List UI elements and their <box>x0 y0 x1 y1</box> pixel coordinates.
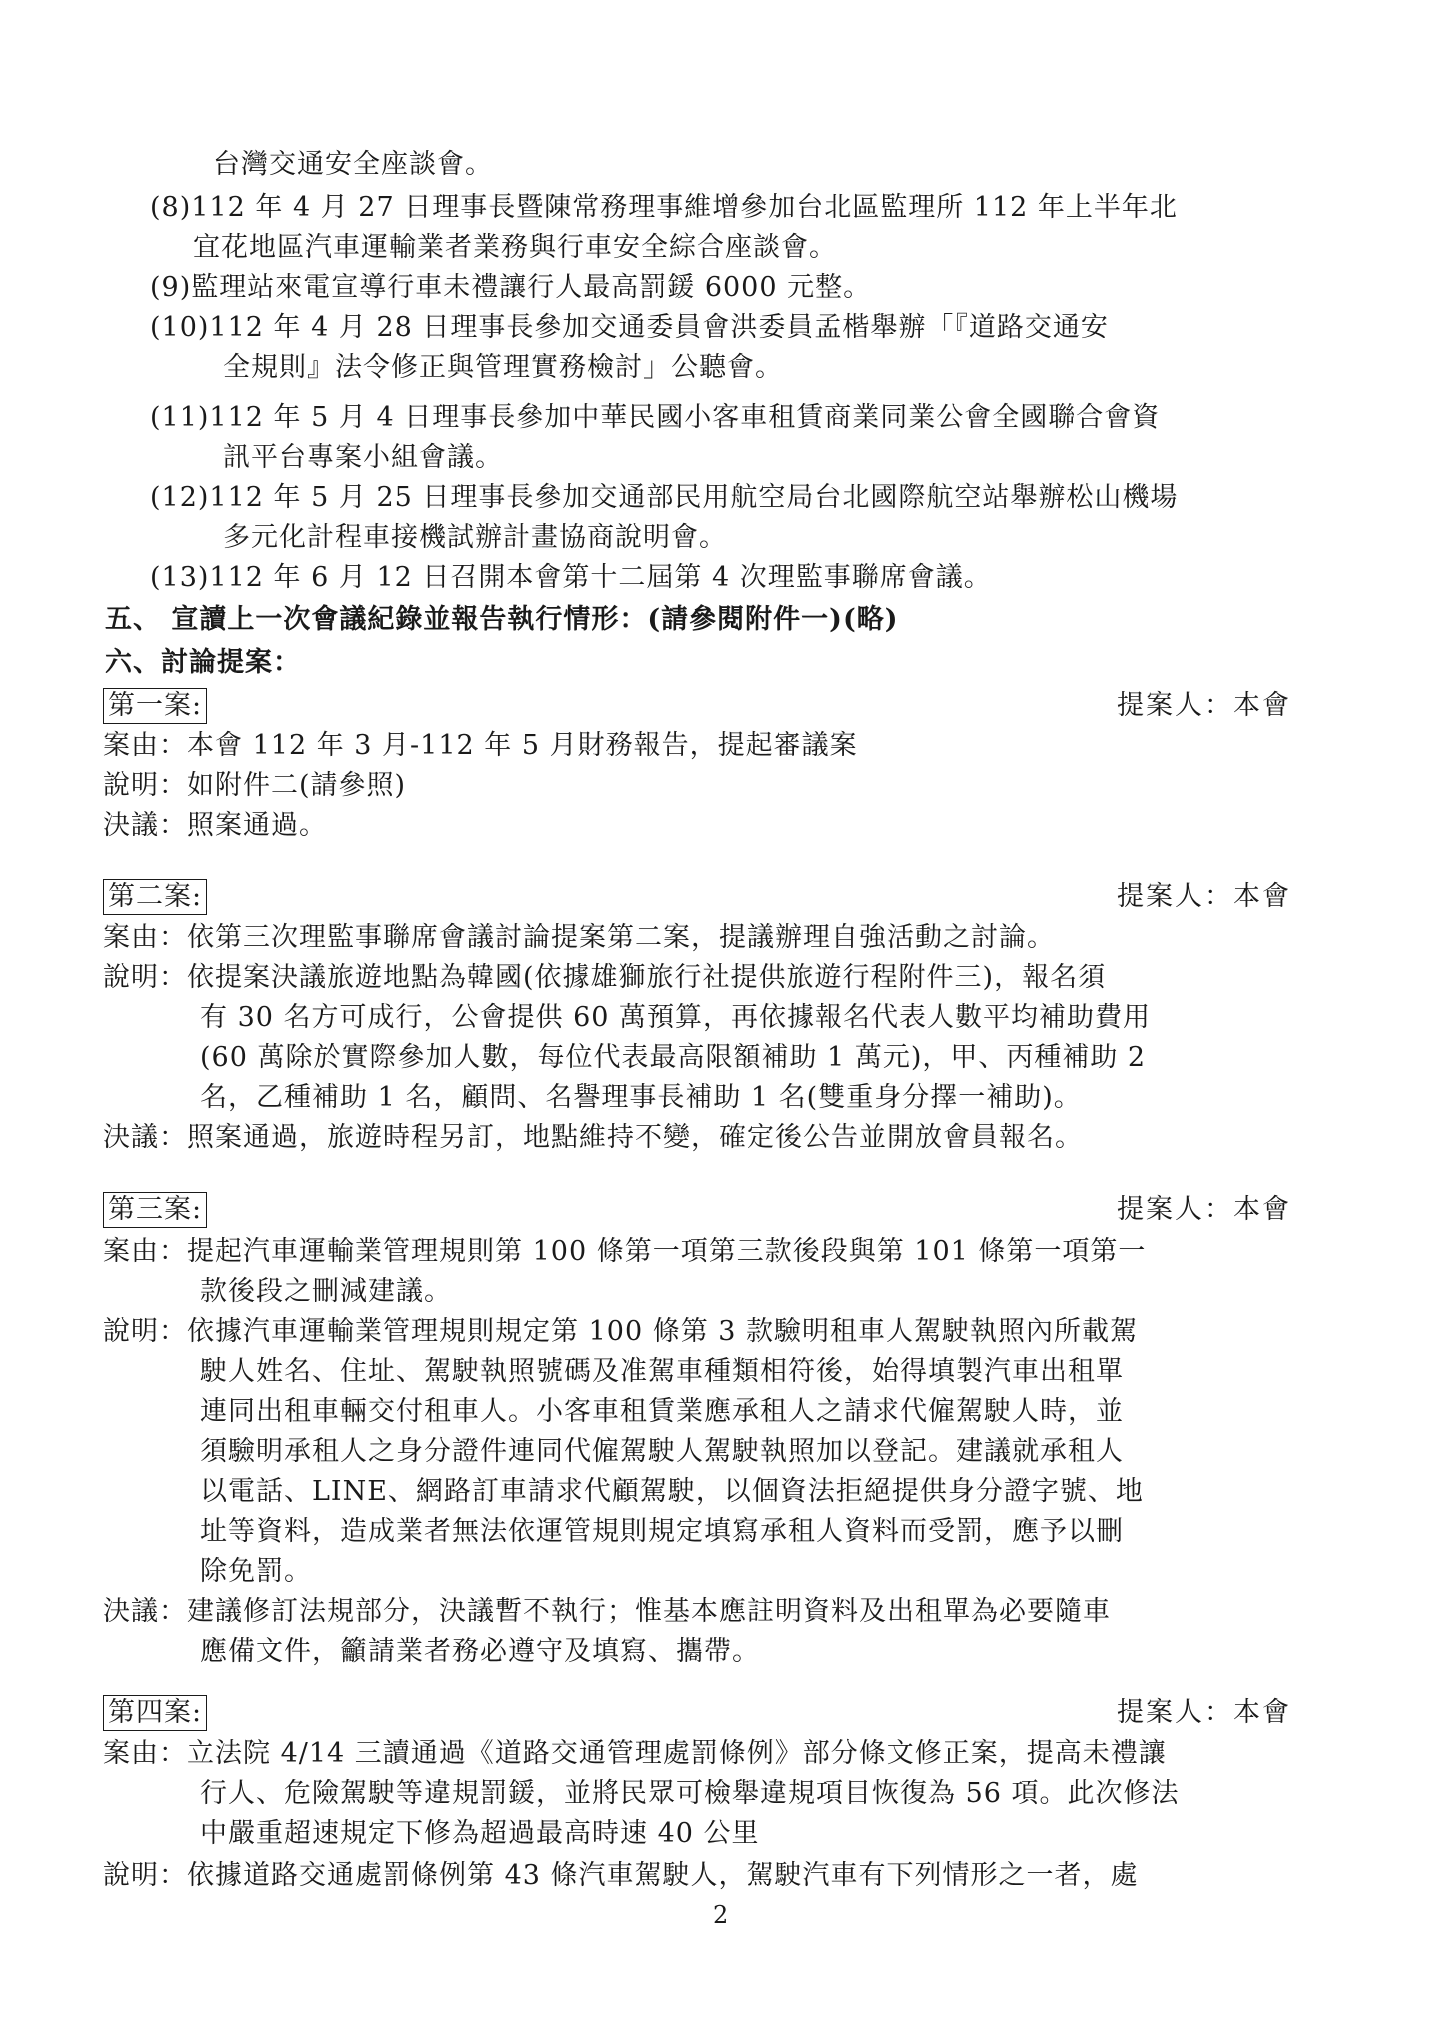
section-5-heading: 五、 宣讀上一次會議紀錄並報告執行情形：(請參閱附件一)(略) <box>105 604 899 635</box>
proposal-2-explanation-line: 有 30 名方可成行，公會提供 60 萬預算，再依據報名代表人數平均補助費用 <box>200 1002 1152 1033</box>
proposal-3-explanation-line: 須驗明承租人之身分證件連同代僱駕駛人駕駛執照加以登記。建議就承租人 <box>200 1436 1124 1467</box>
report-item-10: (10)112 年 4 月 28 日理事長參加交通委員會洪委員孟楷舉辦「『道路交通安 <box>150 312 1109 343</box>
proposal-3-resolution: 決議：建議修訂法規部分，決議暫不執行；惟基本應註明資料及出租單為必要隨車 <box>103 1596 1111 1627</box>
proposal-3-explanation: 說明：依據汽車運輸業管理規則規定第 100 條第 3 款驗明租車人駕駛執照內所載駕 <box>103 1316 1139 1347</box>
proposal-3-explanation-line: 以電話、LINE、網路訂車請求代顧駕駛，以個資法拒絕提供身分證字號、地 <box>200 1476 1144 1507</box>
report-item-11-continuation: 訊平台專案小組會議。 <box>223 442 503 473</box>
proposal-3-explanation-line: 駛人姓名、住址、駕駛執照號碼及准駕車種類相符後，始得填製汽車出租單 <box>200 1356 1124 1387</box>
proposal-2-proposer: 提案人：本會 <box>1117 881 1291 912</box>
proposal-1-reason: 案由：本會 112 年 3 月-112 年 5 月財務報告，提起審議案 <box>103 730 858 761</box>
proposal-3-reason-line: 款後段之刪減建議。 <box>200 1276 452 1307</box>
proposal-3-explanation-line: 址等資料，造成業者無法依運管規則規定填寫承租人資料而受罰，應予以刪 <box>200 1516 1124 1547</box>
proposal-2-reason: 案由：依第三次理監事聯席會議討論提案第二案，提議辦理自強活動之討論。 <box>103 922 1055 953</box>
proposal-2-explanation: 說明：依提案決議旅遊地點為韓國(依據雄獅旅行社提供旅遊行程附件三)，報名須 <box>103 962 1107 993</box>
proposal-3-explanation-line: 連同出租車輛交付租車人。小客車租賃業應承租人之請求代僱駕駛人時，並 <box>200 1396 1124 1427</box>
proposal-4-reason-line: 行人、危險駕駛等違規罰鍰，並將民眾可檢舉違規項目恢復為 56 項。此次修法 <box>200 1778 1180 1809</box>
report-item-8: (8)112 年 4 月 27 日理事長暨陳常務理事維增參加台北區監理所 112 年上半年北 <box>150 192 1178 223</box>
proposal-3-title: 第三案: <box>103 1190 207 1230</box>
report-item-13: (13)112 年 6 月 12 日召開本會第十二屆第 4 次理監事聯席會議。 <box>150 562 992 593</box>
proposal-3-resolution-line: 應備文件，籲請業者務必遵守及填寫、攜帶。 <box>200 1636 760 1667</box>
report-item-9: (9)監理站來電宣導行車未禮讓行人最高罰鍰 6000 元整。 <box>150 272 872 303</box>
proposal-2-explanation-line: (60 萬除於實際參加人數，每位代表最高限額補助 1 萬元)，甲、丙種補助 2 <box>200 1042 1147 1073</box>
report-item-10-continuation: 全規則』法令修正與管理實務檢討」公聽會。 <box>223 352 783 383</box>
proposal-2-explanation-line: 名，乙種補助 1 名，顧問、名譽理事長補助 1 名(雙重身分擇一補助)。 <box>200 1082 1082 1113</box>
proposal-4-explanation: 說明：依據道路交通處罰條例第 43 條汽車駕駛人，駕駛汽車有下列情形之一者，處 <box>103 1860 1139 1891</box>
report-item-11: (11)112 年 5 月 4 日理事長參加中華民國小客車租賃商業同業公會全國聯合會資 <box>150 402 1161 433</box>
report-item-7-continuation: 台灣交通安全座談會。 <box>213 149 493 180</box>
proposal-4-proposer: 提案人：本會 <box>1117 1697 1291 1728</box>
proposal-2-resolution: 決議：照案通過，旅遊時程另訂，地點維持不變，確定後公告並開放會員報名。 <box>103 1122 1083 1153</box>
report-item-8-continuation: 宜花地區汽車運輸業者業務與行車安全綜合座談會。 <box>193 232 837 263</box>
proposal-1-title: 第一案: <box>103 686 207 726</box>
proposal-1-resolution: 決議：照案通過。 <box>103 810 327 841</box>
page-number: 2 <box>713 1901 729 1929</box>
proposal-4-reason-line: 中嚴重超速規定下修為超過最高時速 40 公里 <box>200 1818 760 1849</box>
proposal-4-title: 第四案: <box>103 1693 207 1733</box>
proposal-1-proposer: 提案人：本會 <box>1117 690 1291 721</box>
proposal-4-reason: 案由：立法院 4/14 三讀通過《道路交通管理處罰條例》部分條文修正案，提高未禮讓 <box>103 1738 1167 1769</box>
proposal-1-explanation: 說明：如附件二(請參照) <box>103 770 407 801</box>
report-item-12-continuation: 多元化計程車接機試辦計畫協商說明會。 <box>223 522 727 553</box>
proposal-3-proposer: 提案人：本會 <box>1117 1194 1291 1225</box>
proposal-3-reason: 案由：提起汽車運輸業管理規則第 100 條第一項第三款後段與第 101 條第一項第一 <box>103 1236 1147 1267</box>
section-6-heading: 六、討論提案： <box>105 647 301 678</box>
report-item-12: (12)112 年 5 月 25 日理事長參加交通部民用航空局台北國際航空站舉辦松山機場 <box>150 482 1179 513</box>
proposal-2-title: 第二案: <box>103 877 207 917</box>
proposal-3-explanation-line: 除免罰。 <box>200 1556 312 1587</box>
